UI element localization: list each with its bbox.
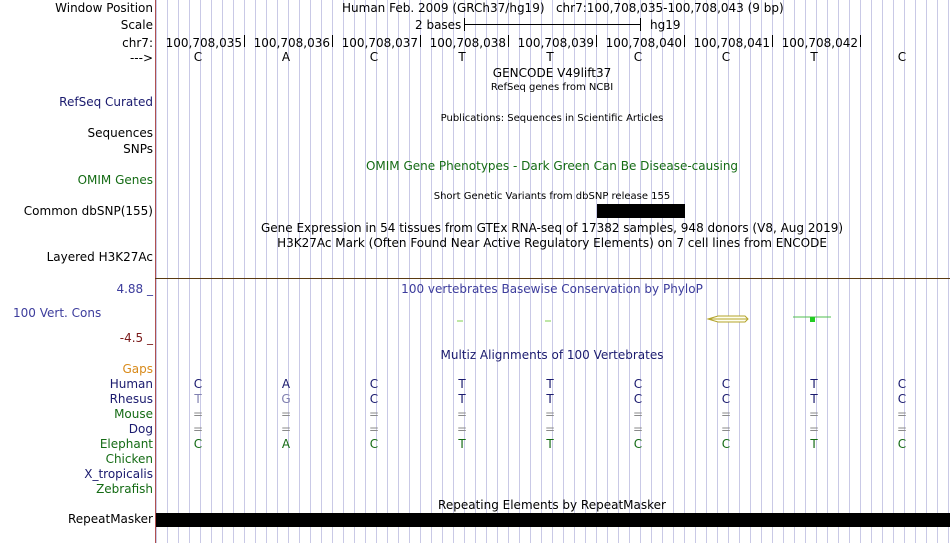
species-label-rhesus[interactable]: Rhesus bbox=[109, 392, 153, 406]
label-gutter-divider bbox=[155, 0, 156, 543]
aligned-base: C bbox=[193, 377, 203, 391]
aligned-base: = bbox=[456, 422, 468, 436]
aligned-base: C bbox=[369, 392, 379, 406]
sequences-label[interactable]: Sequences bbox=[87, 126, 153, 140]
gtex-track-title[interactable]: Gene Expression in 54 tissues from GTEx RNA-seq of 17382 samples, 948 donors (V8, Aug 2019) bbox=[260, 221, 844, 235]
ruler-position-label: 100,708,040 bbox=[605, 36, 682, 50]
repeatmasker-track-title[interactable]: Repeating Elements by RepeatMasker bbox=[438, 498, 666, 512]
aligned-base: C bbox=[369, 437, 379, 451]
conservation-min-label: -4.5 _ bbox=[119, 331, 153, 345]
gridline bbox=[838, 0, 839, 543]
aligned-base: = bbox=[192, 407, 204, 421]
aligned-base: C bbox=[897, 392, 907, 406]
ruler-position-label: 100,708,039 bbox=[517, 36, 594, 50]
ruler-position-label: 100,708,036 bbox=[253, 36, 330, 50]
gridline bbox=[453, 0, 454, 543]
publications-track-title[interactable]: Publications: Sequences in Scientific Articles bbox=[440, 113, 664, 124]
gridline bbox=[310, 0, 311, 543]
repeatmasker-block[interactable] bbox=[156, 513, 950, 527]
omim-track-title[interactable]: OMIM Gene Phenotypes - Dark Green Can Be Disease-causing bbox=[365, 159, 739, 173]
gridline bbox=[618, 0, 619, 543]
reference-base: C bbox=[897, 50, 907, 64]
reference-base: C bbox=[369, 50, 379, 64]
aligned-base: A bbox=[281, 377, 291, 391]
gridline bbox=[178, 0, 179, 543]
gridline bbox=[365, 0, 366, 543]
ruler-tick bbox=[860, 35, 861, 47]
gridline bbox=[827, 0, 828, 543]
gridline bbox=[717, 0, 718, 543]
aligned-base: C bbox=[633, 437, 643, 451]
refseq-curated-label[interactable]: RefSeq Curated bbox=[59, 95, 153, 109]
reference-base: C bbox=[193, 50, 203, 64]
gridline bbox=[255, 0, 256, 543]
ruler-position-label: 100,708,035 bbox=[165, 36, 242, 50]
snps-label[interactable]: SNPs bbox=[123, 142, 153, 156]
gridline bbox=[442, 0, 443, 543]
reference-base: C bbox=[633, 50, 643, 64]
aligned-base: C bbox=[721, 437, 731, 451]
aligned-base: T bbox=[546, 377, 554, 391]
conservation-plot[interactable] bbox=[155, 280, 950, 350]
reference-base: A bbox=[281, 50, 291, 64]
species-label-human[interactable]: Human bbox=[109, 377, 153, 391]
reference-base: T bbox=[458, 50, 466, 64]
aligned-base: = bbox=[544, 407, 556, 421]
aligned-base: = bbox=[368, 422, 380, 436]
gridline bbox=[376, 0, 377, 543]
aligned-base: = bbox=[456, 407, 468, 421]
scale-bar-left-end bbox=[464, 18, 465, 31]
reference-base: C bbox=[721, 50, 731, 64]
aligned-base: C bbox=[633, 392, 643, 406]
gridline bbox=[167, 0, 168, 543]
aligned-base: C bbox=[721, 392, 731, 406]
gridline bbox=[398, 0, 399, 543]
aligned-base: C bbox=[897, 377, 907, 391]
gridline bbox=[750, 0, 751, 543]
gencode-track-title[interactable]: GENCODE V49lift37 bbox=[492, 66, 612, 80]
scale-label: Scale bbox=[120, 18, 153, 32]
gridline bbox=[937, 0, 938, 543]
aligned-base: T bbox=[546, 437, 554, 451]
scale-bar-right-end bbox=[640, 18, 641, 31]
aligned-base: G bbox=[281, 392, 291, 406]
aligned-base: T bbox=[458, 377, 466, 391]
gridline bbox=[431, 0, 432, 543]
aligned-base: = bbox=[896, 422, 908, 436]
scale-assembly: hg19 bbox=[650, 18, 681, 32]
ruler-position-label: 100,708,038 bbox=[429, 36, 506, 50]
common-dbsnp-label[interactable]: Common dbSNP(155) bbox=[23, 204, 153, 218]
h3k27ac-baseline bbox=[155, 278, 950, 279]
gridline bbox=[816, 0, 817, 543]
species-label-mouse[interactable]: Mouse bbox=[114, 407, 153, 421]
aligned-base: = bbox=[632, 422, 644, 436]
refseq-track-title[interactable]: RefSeq genes from NCBI bbox=[490, 82, 614, 93]
gridline bbox=[189, 0, 190, 543]
gridline bbox=[321, 0, 322, 543]
aligned-base: T bbox=[458, 392, 466, 406]
dbsnp-track-title[interactable]: Short Genetic Variants from dbSNP release 155 bbox=[433, 191, 671, 202]
aligned-base: A bbox=[281, 437, 291, 451]
gridline bbox=[299, 0, 300, 543]
gridline bbox=[948, 0, 949, 543]
species-label-dog[interactable]: Dog bbox=[128, 422, 153, 436]
aligned-base: = bbox=[808, 422, 820, 436]
gridline bbox=[728, 0, 729, 543]
gridline bbox=[849, 0, 850, 543]
aligned-base: T bbox=[194, 392, 202, 406]
gridline bbox=[739, 0, 740, 543]
window-position-label: Window Position bbox=[55, 1, 153, 15]
aligned-base: = bbox=[280, 407, 292, 421]
aligned-base: = bbox=[544, 422, 556, 436]
aligned-base: C bbox=[633, 377, 643, 391]
ruler-position-label: 100,708,041 bbox=[693, 36, 770, 50]
aligned-base: = bbox=[720, 422, 732, 436]
aligned-base: = bbox=[632, 407, 644, 421]
gridline bbox=[156, 0, 157, 543]
aligned-base: T bbox=[810, 392, 818, 406]
species-label-chicken[interactable]: Chicken bbox=[105, 452, 153, 466]
gridline bbox=[783, 0, 784, 543]
gridline bbox=[222, 0, 223, 543]
gridline bbox=[794, 0, 795, 543]
gridline bbox=[805, 0, 806, 543]
gridline bbox=[266, 0, 267, 543]
conservation-label[interactable]: 100 Vert. Cons bbox=[13, 306, 102, 320]
gridline bbox=[409, 0, 410, 543]
multiz-track-title[interactable]: Multiz Alignments of 100 Vertebrates bbox=[440, 348, 664, 362]
gridline bbox=[211, 0, 212, 543]
h3k27ac-track-title[interactable]: H3K27Ac Mark (Often Found Near Active Regulatory Elements) on 7 cell lines from ENCODE bbox=[277, 236, 827, 250]
scale-bar bbox=[464, 24, 641, 25]
gridline bbox=[332, 0, 333, 543]
aligned-base: C bbox=[369, 377, 379, 391]
reference-base: T bbox=[546, 50, 554, 64]
window-position-value: Human Feb. 2009 (GRCh37/hg19) chr7:100,708,035-100,708,043 (9 bp) bbox=[342, 1, 784, 15]
gridline bbox=[662, 0, 663, 543]
gridline bbox=[486, 0, 487, 543]
reference-base: T bbox=[810, 50, 818, 64]
aligned-base: T bbox=[810, 377, 818, 391]
conservation-track-title[interactable]: 100 vertebrates Basewise Conservation by PhyloP bbox=[401, 282, 703, 296]
gridline bbox=[651, 0, 652, 543]
gridline bbox=[420, 0, 421, 543]
gaps-label[interactable]: Gaps bbox=[122, 362, 153, 376]
gridline bbox=[761, 0, 762, 543]
aligned-base: = bbox=[192, 422, 204, 436]
gridline bbox=[387, 0, 388, 543]
gridline bbox=[926, 0, 927, 543]
aligned-base: T bbox=[546, 392, 554, 406]
dbsnp-variant-block[interactable] bbox=[597, 204, 685, 218]
gridline bbox=[673, 0, 674, 543]
aligned-base: C bbox=[721, 377, 731, 391]
species-label-x_tropicalis[interactable]: X_tropicalis bbox=[84, 467, 153, 481]
gridline bbox=[354, 0, 355, 543]
gridline bbox=[684, 0, 685, 543]
gridline bbox=[475, 0, 476, 543]
gridline bbox=[915, 0, 916, 543]
gridline bbox=[882, 0, 883, 543]
species-label-zebrafish[interactable]: Zebrafish bbox=[96, 482, 153, 496]
aligned-base: C bbox=[193, 437, 203, 451]
gridline bbox=[640, 0, 641, 543]
gridline bbox=[772, 0, 773, 543]
gridline bbox=[200, 0, 201, 543]
aligned-base: = bbox=[808, 407, 820, 421]
gridline bbox=[904, 0, 905, 543]
aligned-base: = bbox=[720, 407, 732, 421]
scale-bases: 2 bases bbox=[415, 18, 462, 32]
gridline bbox=[343, 0, 344, 543]
aligned-base: = bbox=[896, 407, 908, 421]
aligned-base: T bbox=[810, 437, 818, 451]
gridline bbox=[288, 0, 289, 543]
aligned-base: = bbox=[368, 407, 380, 421]
conservation-max-label: 4.88 _ bbox=[116, 282, 153, 296]
repeatmasker-label[interactable]: RepeatMasker bbox=[67, 512, 153, 526]
omim-genes-label[interactable]: OMIM Genes bbox=[77, 173, 153, 187]
chrom-label: chr7: bbox=[122, 36, 153, 50]
gridline bbox=[277, 0, 278, 543]
gridline bbox=[893, 0, 894, 543]
strand-label: ---> bbox=[129, 51, 153, 65]
species-label-elephant[interactable]: Elephant bbox=[99, 437, 153, 451]
layered-h3k27ac-label[interactable]: Layered H3K27Ac bbox=[46, 250, 153, 264]
gridline bbox=[244, 0, 245, 543]
aligned-base: = bbox=[280, 422, 292, 436]
ruler-position-label: 100,708,042 bbox=[781, 36, 858, 50]
gridline bbox=[871, 0, 872, 543]
gridline bbox=[233, 0, 234, 543]
gridline bbox=[464, 0, 465, 543]
ruler-position-label: 100,708,037 bbox=[341, 36, 418, 50]
gridline bbox=[695, 0, 696, 543]
aligned-base: T bbox=[458, 437, 466, 451]
gridline bbox=[860, 0, 861, 543]
gridline bbox=[629, 0, 630, 543]
aligned-base: C bbox=[897, 437, 907, 451]
gridline bbox=[706, 0, 707, 543]
